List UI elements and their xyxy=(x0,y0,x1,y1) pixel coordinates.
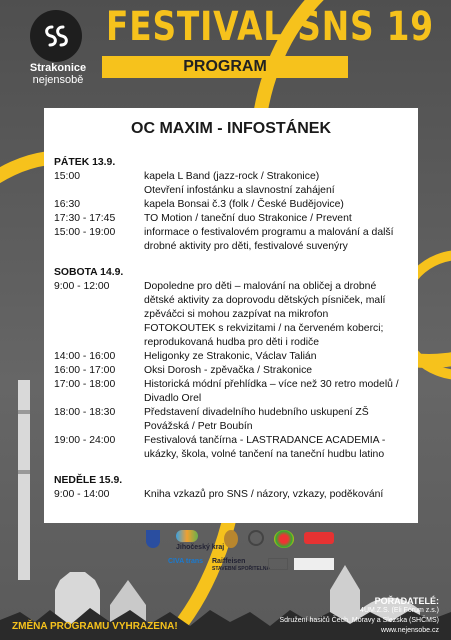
sponsor-kraj: Jihočeský kraj xyxy=(176,544,225,551)
sponsor-logo-small xyxy=(268,558,288,570)
schedule-row xyxy=(54,170,409,198)
schedule-description xyxy=(144,280,409,350)
description-line: Historická módní přehlídka – více než 30 retro modelů / xyxy=(144,379,399,390)
schedule-row xyxy=(54,280,409,350)
sponsor-logos xyxy=(146,530,342,574)
description-line: reprodukovaná hudba pro děti i rodiče xyxy=(144,337,320,348)
schedule-time: 9:00 - 12:00 xyxy=(54,281,110,292)
schedule-description xyxy=(144,350,409,364)
festival-title: FESTIVAL SNS 19 xyxy=(106,4,434,50)
schedule-time: 17:30 - 17:45 xyxy=(54,213,116,224)
organizer-block xyxy=(280,596,440,636)
schedule-time: 14:00 - 16:00 xyxy=(54,351,116,362)
schedule xyxy=(54,156,409,502)
schedule-row xyxy=(54,364,409,378)
coat-of-arms-icon xyxy=(146,530,160,548)
organizer-line-1: 4UM.Z.S. (Eli Fórum z.s.) xyxy=(360,607,439,614)
schedule-description xyxy=(144,212,409,226)
organizer-line-2: Sdružení hasičů Čech, Moravy a Slezska (SHČMS) xyxy=(279,617,439,624)
logo-line-2: nejensobě xyxy=(32,74,84,86)
schedule-description xyxy=(144,226,409,254)
sponsor-civa: CIVA trans xyxy=(168,558,204,565)
day-heading: SOBOTA 14.9. xyxy=(54,267,124,278)
schedule-time: 17:00 - 18:00 xyxy=(54,379,116,390)
description-line: kapela Bonsai č.3 (folk / České Budějovice) xyxy=(144,199,344,210)
schedule-row xyxy=(54,434,409,462)
sponsor-raiffeisen: Raiffeisen xyxy=(212,558,246,565)
description-line: Heligonky ze Strakonic, Václav Talián xyxy=(144,351,317,362)
organizer-website: www.nejensobe.cz xyxy=(381,627,439,634)
description-line: kapela L Band (jazz-rock / Strakonice) xyxy=(144,171,320,182)
schedule-row xyxy=(54,212,409,226)
description-line: ukázky, škola, volné tančení na taneční hudbu latino xyxy=(144,449,385,460)
description-line: FOTOKOUTEK s rekvizitami / na červeném koberci; xyxy=(144,323,384,334)
organizer-title: POŘADATELÉ: xyxy=(374,596,439,606)
flower-logo xyxy=(274,530,294,548)
jihocesky-kraj-logo xyxy=(176,530,198,542)
description-line: Povážská / Petr Boubín xyxy=(144,421,253,432)
schedule-time: 9:00 - 14:00 xyxy=(54,489,110,500)
schedule-description xyxy=(144,406,409,434)
firefighter-emblem-icon xyxy=(248,530,264,546)
schedule-description xyxy=(144,170,409,198)
schedule-row xyxy=(54,198,409,212)
schedule-time: 15:00 xyxy=(54,171,81,182)
program-panel xyxy=(44,108,418,523)
description-line: Kniha vzkazů pro SNS / názory, vzkazy, poděkování xyxy=(144,489,384,500)
schedule-description xyxy=(144,488,409,502)
description-line: Oksi Dorosh - zpěvačka / Strakonice xyxy=(144,365,313,376)
description-line: informace o festivalovém programu a malování a další xyxy=(144,227,394,238)
schedule-row xyxy=(54,226,409,254)
schedule-description xyxy=(144,378,409,406)
program-label: PROGRAM xyxy=(102,56,348,78)
description-line: Představení divadelního hudebního uskupení ZŠ xyxy=(144,407,369,418)
description-line: TO Motion / taneční duo Strakonice / Prevent xyxy=(144,213,352,224)
logo-caption xyxy=(18,62,98,86)
schedule-time: 16:00 - 17:00 xyxy=(54,365,116,376)
schedule-row xyxy=(54,350,409,364)
description-line: Dopoledne pro děti – malování na obličej a drobné xyxy=(144,281,377,292)
sponsor-sporitelna: STAVEBNÍ SPOŘITELNA xyxy=(212,566,271,572)
schedule-description xyxy=(144,198,409,212)
sns-logo-icon xyxy=(39,19,73,53)
schedule-time: 15:00 - 19:00 xyxy=(54,227,116,238)
emblem-icon xyxy=(224,530,238,548)
description-line: drobné aktivity pro děti, festivalové suvenýry xyxy=(144,241,348,252)
program-change-note: ZMĚNA PROGRAMU VYHRAZENA! xyxy=(12,621,178,632)
schedule-description xyxy=(144,434,409,462)
description-line: Divadlo Orel xyxy=(144,393,202,404)
venue-title: OC MAXIM - INFOSTÁNEK xyxy=(131,120,331,137)
description-line: dětské aktivity za doprovodu dětských písniček, malí xyxy=(144,295,386,306)
day-heading: NEDĚLE 15.9. xyxy=(54,475,123,486)
day-heading: PÁTEK 13.9. xyxy=(54,157,116,168)
schedule-row xyxy=(54,378,409,406)
schedule-time: 16:30 xyxy=(54,199,81,210)
schedule-time: 19:00 - 24:00 xyxy=(54,435,116,446)
sns-logo xyxy=(30,10,82,62)
sponsor-logo-small-2 xyxy=(294,558,334,570)
description-line: zpěváčci si mohou zazpívat na mikrofon xyxy=(144,309,329,320)
schedule-time: 18:00 - 18:30 xyxy=(54,407,116,418)
schedule-description xyxy=(144,364,409,378)
logo-line-1: Strakonice xyxy=(29,62,87,74)
schedule-row xyxy=(54,488,409,502)
schedule-row xyxy=(54,406,409,434)
red-logo xyxy=(304,532,334,544)
description-line: Festivalová tančírna - LASTRADANCE ACADEMIA - xyxy=(144,435,386,446)
description-line: Otevření infostánku a slavnostní zahájení xyxy=(144,185,335,196)
